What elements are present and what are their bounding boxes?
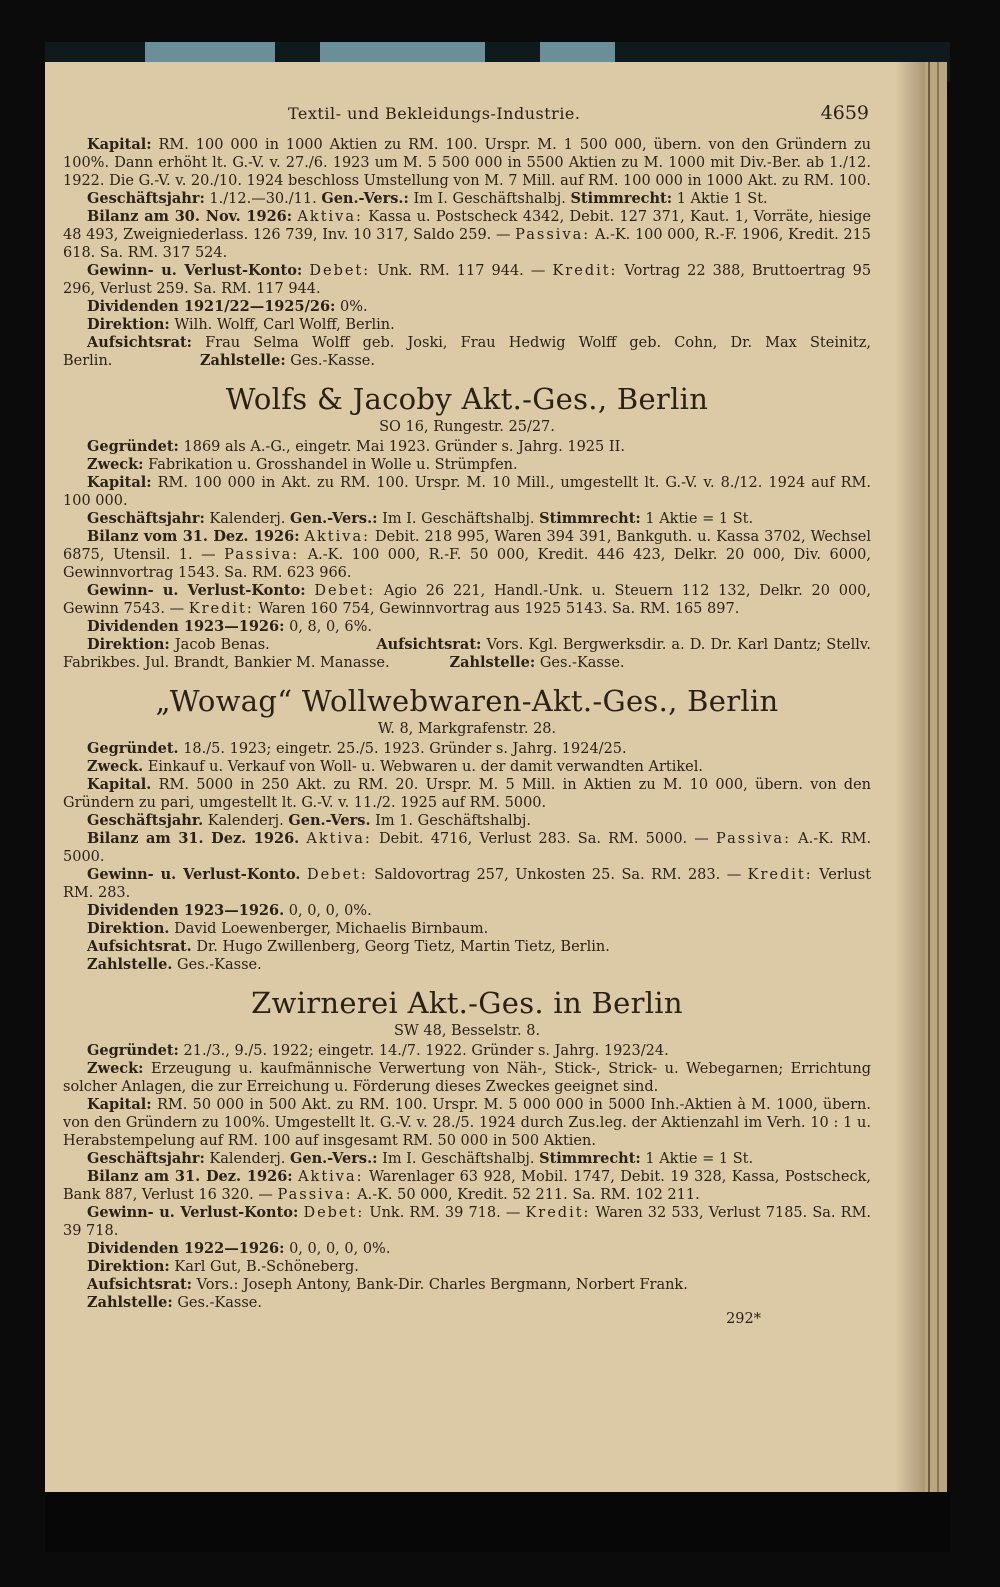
field-text: Jacob Benas. [174,637,270,653]
field-label: Stimmrecht: [539,510,641,527]
field-label: Zahlstelle: [449,654,536,671]
field-text: Karl Gut, B.-Schöneberg. [174,1259,359,1275]
sub-label: Debet: [306,867,368,883]
field-text: Kalenderj. [207,813,284,829]
bilanz-paragraph [63,1168,871,1204]
field-text: 1 Aktie = 1 St. [645,511,754,527]
field-text: RM. 100 000 in 1000 Aktien zu RM. 100. Urspr. M. 1 500 000, übern. von den Gründern zu 100%. Dann erhöht lt. G.-V. v. 27./6. 1923 um M. 5 500 000 in 5500 Aktien zu M. 1000 mit Div.-Ber. ab 1./12. 1922. Die G.-V. v. 20./10. 1924 beschloss Umstellung von M. 7 Mill. auf RM. 100 000 in 1000 Akt. zu RM. 100. [63,137,872,189]
field-text: Im I. Geschäftshalbj. [413,191,566,207]
page-edge-stack [925,62,947,1492]
sub-label: Kredit: [747,867,813,883]
field-label: Geschäftsjahr: [87,510,205,527]
field-label: Stimmrecht: [539,1150,641,1167]
aufsichtsrat-paragraph [63,1276,871,1294]
field-label: Direktion: [87,1258,170,1275]
company-address: SO 16, Rungestr. 25/27. [379,419,555,435]
entry-wowag [63,682,871,974]
page-edge-line [928,62,930,1492]
sub-label: Debet: [303,1205,365,1221]
field-label: Stimmrecht: [570,190,673,207]
meta-paragraph [63,812,871,830]
field-text: Erzeugung u. kaufmännische Verwertung von Näh-, Stick-, Strick- u. Webegarnen; Errichtung solcher Anlagen, die zur Erreichung u. Förderung dieses Zweckes geeignet sind. [63,1061,872,1095]
aufsichtsrat-paragraph [63,334,871,370]
field-label: Gen.-Vers.: [289,1150,378,1167]
bilanz-paragraph [63,528,871,582]
field-text: Verlust RM. 283. [63,867,872,901]
field-text: Debit. 218 995, Waren 394 391, Bankguth. u. Kassa 3702, Wechsel 6875, Utensil. 1. — [63,529,872,563]
guv-paragraph [63,1204,871,1240]
sub-label: Aktiva: [306,831,372,847]
company-title: „Wowag“ Wollwebwaren-Akt.-Ges., Berlin [155,684,779,718]
field-label: Zahlstelle: [199,352,286,369]
guv-paragraph [63,866,871,902]
dividend-paragraph [63,298,871,316]
field-label: Direktion. [87,920,170,937]
field-label: Direktion: [87,316,170,333]
field-text: Vors. Kgl. Bergwerksdir. a. D. Dr. Karl Dantz; Stellv. Fabrikbes. Jul. Brandt, Bankier M. Manasse. [63,637,871,671]
direktion-paragraph [63,920,871,938]
field-text: Agio 26 221, Handl.-Unk. u. Steuern 112 132, Delkr. 20 000, Gewinn 7543. — [63,583,872,617]
field-label: Bilanz am 31. Dez. 1926: [87,1168,293,1185]
field-label: Gewinn- u. Verlust-Konto: [87,582,306,599]
field-text: Unk. RM. 117 944. — [377,263,546,279]
field-label: Bilanz vom 31. Dez. 1926: [87,528,300,545]
field-text: Waren 160 754, Gewinnvortrag aus 1925 5143. Sa. RM. 165 897. [258,601,740,617]
zahlstelle-paragraph [63,956,871,974]
field-label: Dividenden 1922—1926: [87,1240,285,1257]
gegruendet-paragraph [63,740,871,758]
field-label: Aufsichtsrat. [87,938,192,955]
field-text: RM. 5000 in 250 Akt. zu RM. 20. Urspr. M. 5 Mill. in Aktien zu M. 10 000, übern. von den Gründern zu pari, umgestellt lt. G.-V. v. 11./2. 1925 auf RM. 5000. [63,777,872,811]
field-text: Waren 32 533, Verlust 7185. Sa. RM. 39 718. [63,1205,872,1239]
field-text: 1./12.—30./11. [209,191,317,207]
bilanz-paragraph [63,830,871,866]
sub-label: Passiva: [277,1187,353,1203]
entry-prev-continuation [63,136,871,370]
spacer [63,672,871,682]
sub-label: Aktiva: [304,529,370,545]
running-head [63,102,871,130]
aufsichtsrat-paragraph [63,938,871,956]
zweck-paragraph [63,1060,871,1096]
field-text: 21./3., 9./5. 1922; eingetr. 14./7. 1922. Gründer s. Jahrg. 1923/24. [183,1043,669,1059]
dividend-paragraph [63,902,871,920]
page-number: 4659 [820,102,869,124]
spacer [63,974,871,984]
field-label: Bilanz am 31. Dez. 1926. [87,830,300,847]
scanned-page [45,62,925,1492]
field-label: Gewinn- u. Verlust-Konto. [87,866,301,883]
sub-label: Passiva: [515,227,591,243]
field-text: Unk. RM. 39 718. — [369,1205,521,1221]
field-text: Kassa u. Postscheck 4342, Debit. 127 371, Kaut. 1, Vorräte, hiesige 48 493, Zweigniederlass. 126 739, Inv. 10 317, Saldo 259. — [63,209,872,243]
field-text: A.-K. 50 000, Kredit. 52 211. Sa. RM. 102 211. [357,1187,700,1203]
kapital-paragraph [63,136,871,190]
field-label: Gegründet. [87,740,179,757]
sub-label: Passiva: [224,547,300,563]
field-text: 0, 0, 0, 0%. [288,903,372,919]
field-label: Gen.-Vers.: [321,190,409,207]
field-label: Dividenden 1921/22—1925/26: [87,298,336,315]
sub-label: Passiva: [715,831,791,847]
field-label: Gen.-Vers.: [289,510,378,527]
sub-label: Aktiva: [297,209,363,225]
guv-paragraph [63,262,871,298]
field-label: Aufsichtsrat: [376,636,482,653]
field-text: 1 Aktie = 1 St. [645,1151,754,1167]
field-text: Ges.-Kasse. [539,655,625,671]
sub-label: Kredit: [525,1205,591,1221]
field-label: Zweck. [87,758,144,775]
field-text: Wilh. Wolff, Carl Wolff, Berlin. [174,317,395,333]
field-text: Saldovortrag 257, Unkosten 25. Sa. RM. 283. — [374,867,742,883]
field-text: A.-K. RM. 5000. [63,831,872,865]
meta-paragraph [63,510,871,528]
field-text: Dr. Hugo Zwillenberg, Georg Tietz, Martin Tietz, Berlin. [196,939,610,955]
sub-label: Debet: [309,263,371,279]
field-text: RM. 50 000 in 500 Akt. zu RM. 100. Urspr. M. 5 000 000 in 5000 Inh.-Aktien à M. 1000, übern. von den Gründern zu 100%. Umgestellt lt. G.-V. v. 28./5. 1924 durch Zus.leg. der Aktienzahl im Verh. 10 : 1 u. Herabstempelung auf RM. 100 auf insgesamt RM. 50 000 in 500 Aktien. [63,1097,872,1149]
signature-mark: 292* [726,1311,761,1327]
field-text: 0, 0, 0, 0, 0%. [289,1241,391,1257]
field-text: David Loewenberger, Michaelis Birnbaum. [174,921,489,937]
kapital-paragraph [63,776,871,812]
field-text: Fabrikation u. Grosshandel in Wolle u. Strümpfen. [148,457,518,473]
field-text: 18./5. 1923; eingetr. 25./5. 1923. Gründer s. Jahrg. 1924/25. [183,741,627,757]
direktion-paragraph [63,636,871,672]
sub-label: Aktiva: [298,1169,364,1185]
sub-label: Debet: [314,583,376,599]
bottom-background-band [45,1492,950,1552]
field-label: Zahlstelle: [87,1294,173,1311]
field-label: Kapital: [87,136,152,153]
field-label: Geschäftsjahr. [87,812,204,829]
field-text: Debit. 4716, Verlust 283. Sa. RM. 5000. — [378,831,709,847]
dividend-paragraph [63,1240,871,1258]
spacer [63,370,871,380]
direktion-paragraph [63,1258,871,1276]
field-label: Aufsichtsrat: [87,334,193,351]
field-text: A.-K. 100 000, R.-F. 50 000, Kredit. 446 423, Delkr. 20 000, Div. 6000, Gewinnvortrag 1543. Sa. RM. 623 966. [63,547,872,581]
field-text: Im 1. Geschäftshalbj. [375,813,532,829]
field-text: 0, 8, 0, 6%. [289,619,373,635]
field-label: Gewinn- u. Verlust-Konto: [87,262,303,279]
page-edge-line [937,62,939,1492]
field-label: Kapital. [87,776,152,793]
gegruendet-paragraph [63,1042,871,1060]
field-label: Zweck: [87,456,144,473]
kapital-paragraph [63,1096,871,1150]
field-label: Gen.-Vers. [288,812,371,829]
field-label: Gegründet: [87,1042,179,1059]
field-text: Kalenderj. [209,1151,286,1167]
field-text: Im I. Geschäftshalbj. [382,1151,535,1167]
entry-wolfs-jacoby [63,380,871,672]
meta-paragraph [63,190,871,208]
field-label: Geschäftsjahr: [87,1150,205,1167]
field-text: 1869 als A.-G., eingetr. Mai 1923. Gründer s. Jahrg. 1925 II. [183,439,625,455]
field-text: 1 Aktie 1 St. [676,191,768,207]
kapital-paragraph [63,474,871,510]
field-label: Zahlstelle. [87,956,173,973]
meta-paragraph [63,1150,871,1168]
field-text: Warenlager 63 928, Mobil. 1747, Debit. 19 328, Kassa, Postscheck, Bank 887, Verlust 16 320. — [63,1169,871,1203]
field-label: Kapital: [87,474,152,491]
guv-paragraph [63,582,871,618]
entry-zwirnerei [63,984,871,1328]
company-title: Wolfs & Jacoby Akt.-Ges., Berlin [225,382,709,416]
company-address: W. 8, Markgrafenstr. 28. [377,721,557,737]
page-content [63,102,871,1328]
field-text: Ges.-Kasse. [290,353,375,369]
field-label: Zweck: [87,1060,144,1077]
company-title: Zwirnerei Akt.-Ges. in Berlin [251,986,683,1020]
sub-label: Kredit: [552,263,618,279]
field-text: Ges.-Kasse. [177,1295,262,1311]
gegruendet-paragraph [63,438,871,456]
field-text: Vortrag 22 388, Bruttoertrag 95 296, Verlust 259. Sa. RM. 117 944. [63,263,872,297]
field-label: Gegründet: [87,438,179,455]
sub-label: Kredit: [188,601,254,617]
field-label: Aufsichtsrat: [87,1276,193,1293]
zweck-paragraph [63,758,871,776]
field-text: Kalenderj. [209,511,286,527]
field-label: Direktion: [87,636,170,653]
field-label: Geschäftsjahr: [87,190,205,207]
field-label: Dividenden 1923—1926. [87,902,285,919]
field-text: Frau Selma Wolff geb. Joski, Frau Hedwig Wolff geb. Cohn, Dr. Max Steinitz, Berlin. [63,335,872,369]
bilanz-paragraph [63,208,871,262]
field-text: RM. 100 000 in Akt. zu RM. 100. Urspr. M. 10 Mill., umgestellt lt. G.-V. v. 8./12. 1924 auf RM. 100 000. [63,475,872,509]
running-head-title: Textil- und Bekleidungs-Industrie. [288,104,581,123]
dividend-paragraph [63,618,871,636]
company-address: SW 48, Besselstr. 8. [393,1023,541,1039]
field-text: Ges.-Kasse. [177,957,262,973]
field-text: Im I. Geschäftshalbj. [382,511,535,527]
field-label: Kapital: [87,1096,152,1113]
zweck-paragraph [63,456,871,474]
direktion-paragraph [63,316,871,334]
field-text: 0%. [340,299,368,315]
field-text: A.-K. 100 000, R.-F. 1906, Kredit. 215 618. Sa. RM. 317 524. [63,227,872,261]
field-label: Dividenden 1923—1926: [87,618,285,635]
field-text: Vors.: Joseph Antony, Bank-Dir. Charles Bergmann, Norbert Frank. [196,1277,688,1293]
field-text: Einkauf u. Verkauf von Woll- u. Webwaren u. der damit verwandten Artikel. [147,759,703,775]
field-label: Bilanz am 30. Nov. 1926: [87,208,293,225]
field-label: Gewinn- u. Verlust-Konto: [87,1204,299,1221]
